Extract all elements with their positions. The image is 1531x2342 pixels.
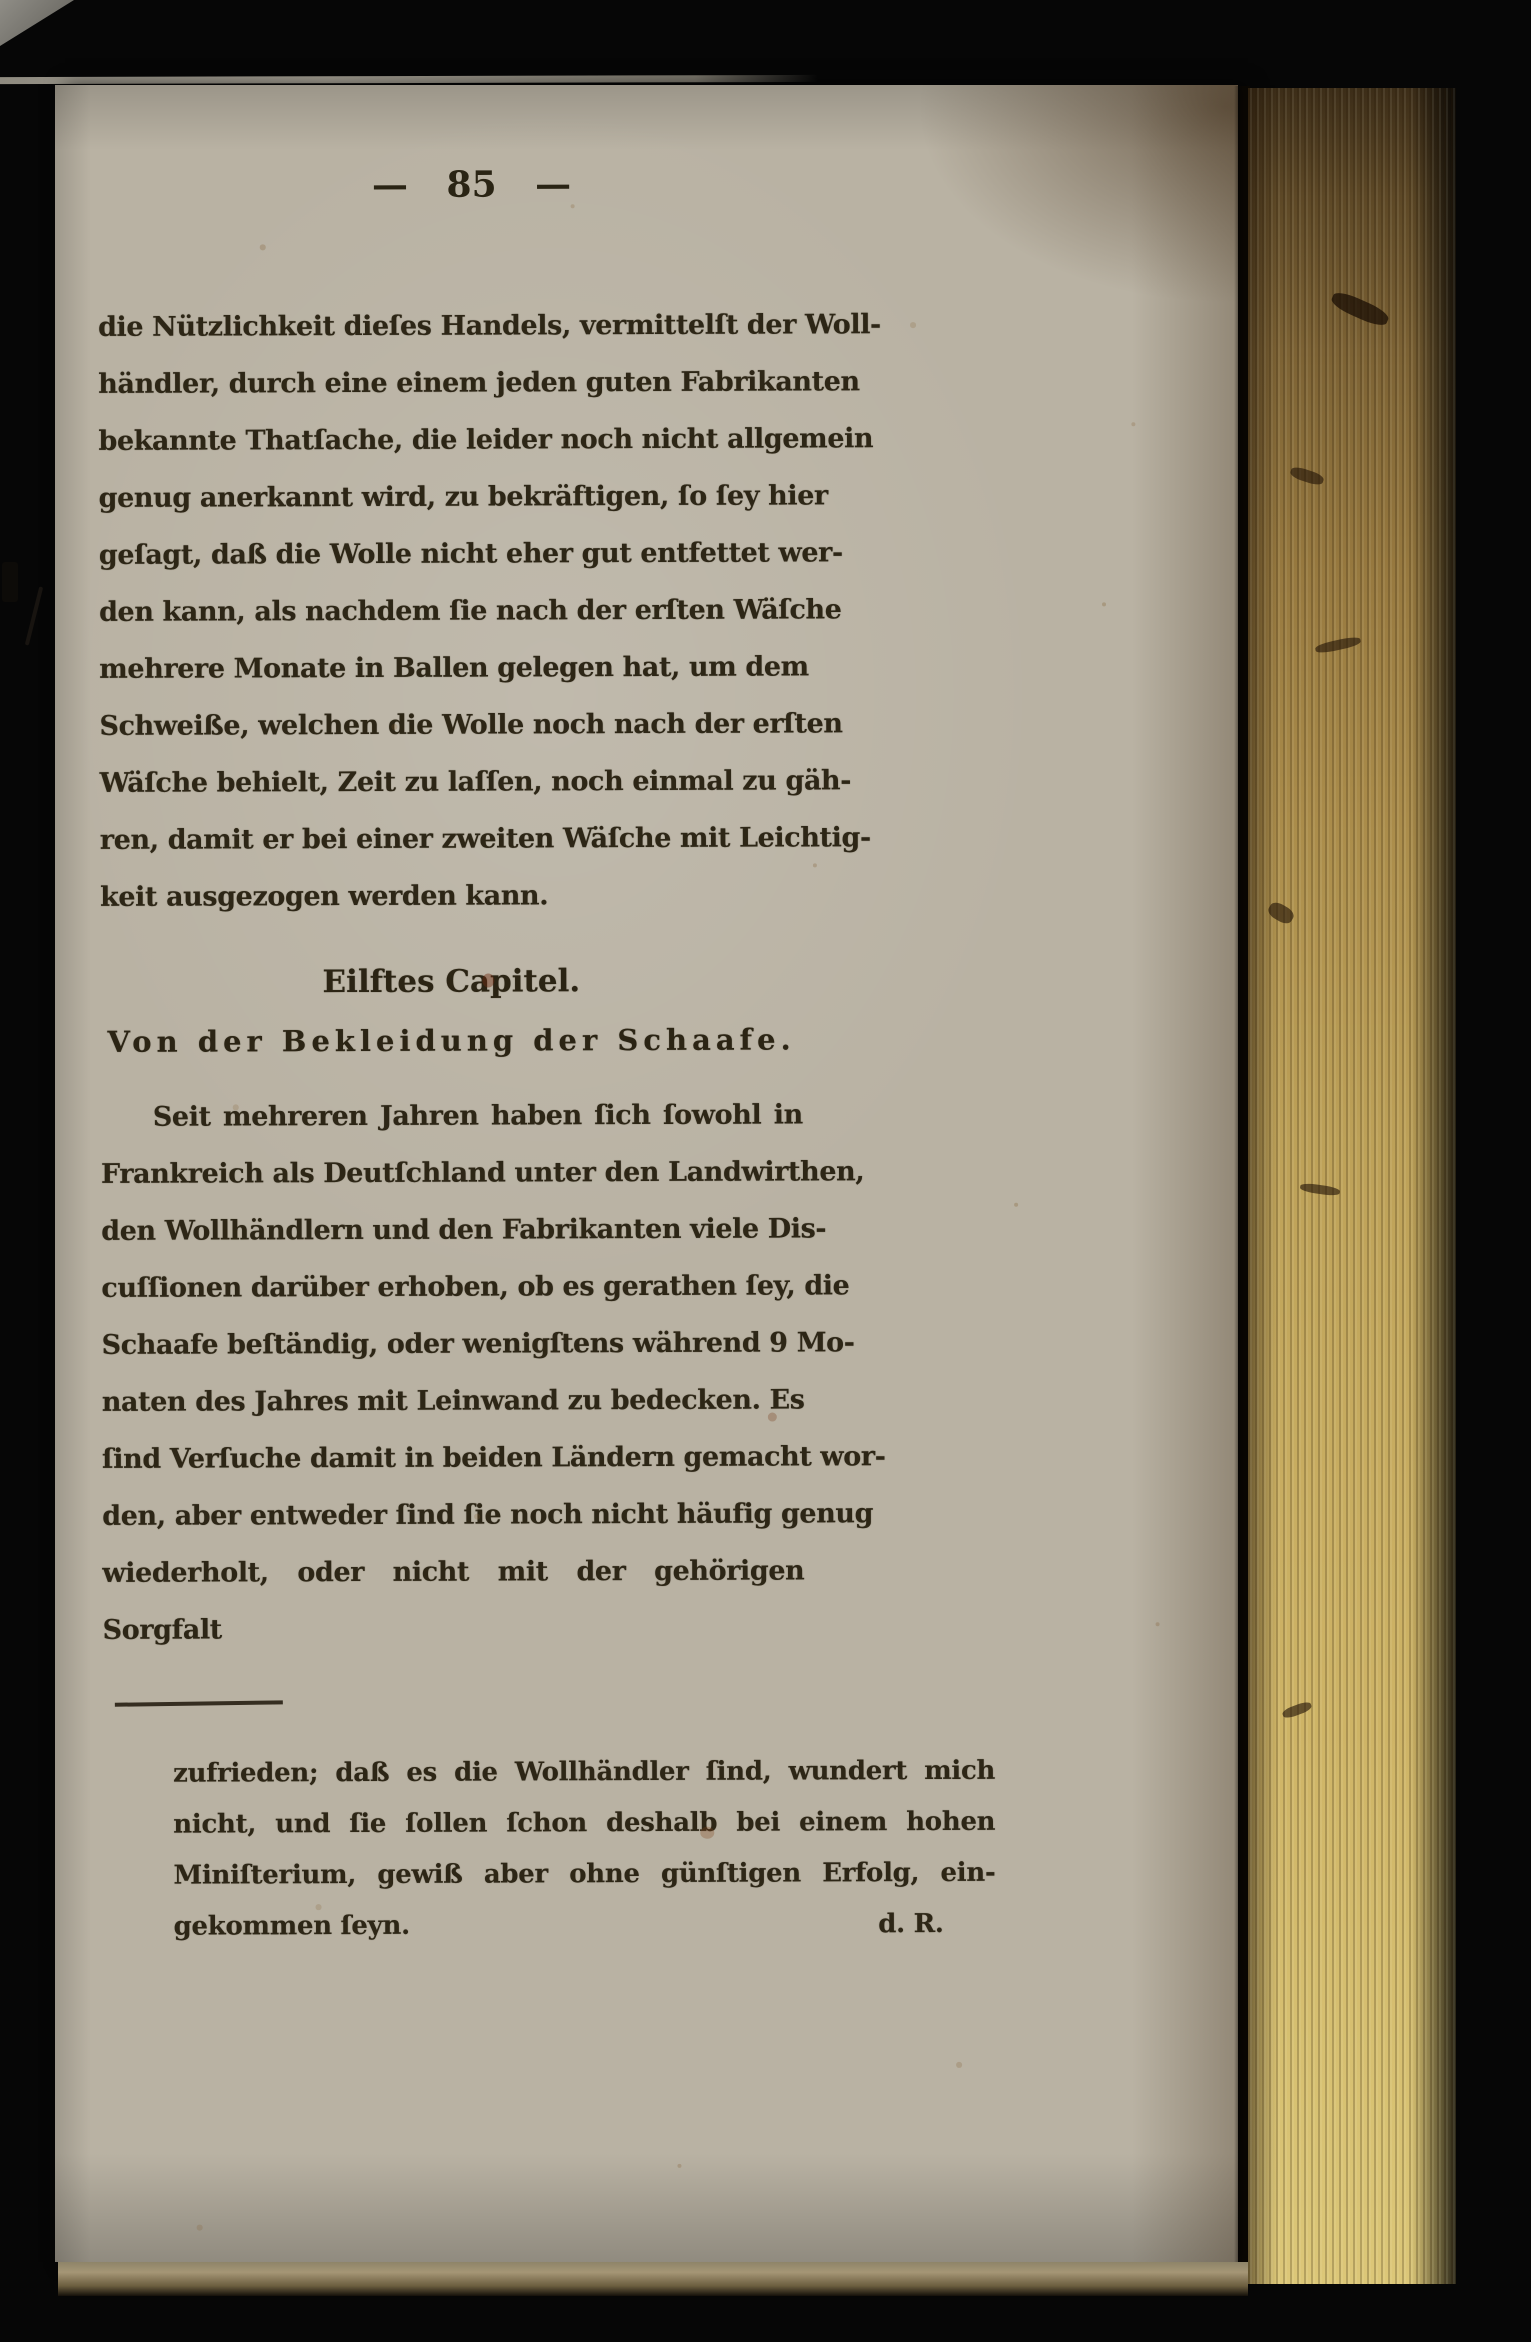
scan-corner-artifact	[0, 0, 74, 46]
text-line: den, aber entweder ſind ſie noch nicht häufig genug	[102, 1498, 874, 1532]
book-page	[55, 85, 1238, 2262]
footnote-line-text: gekommen ſeyn.	[173, 1910, 410, 1942]
paper-stain	[768, 1413, 777, 1422]
text-line: Seit mehreren Jahren haben ſich ſowohl in	[152, 1099, 803, 1133]
footnote-line: zufrieden; daß es die Wollhändler ſind, wundert mich	[173, 1755, 996, 1789]
paragraph-1	[97, 296, 881, 925]
margin-dash-mark	[2, 562, 18, 602]
page-number: — 85 —	[371, 163, 572, 206]
paper-stain	[482, 974, 494, 988]
text-line: cuſſionen darüber erhoben, ob es gerathen ſey, die	[101, 1270, 850, 1304]
footnote-line	[174, 1899, 996, 1953]
text-line: naten des Jahres mit Leinwand zu bedecken. Es	[101, 1384, 805, 1418]
paper-stain	[700, 1827, 714, 1839]
footnote-line: nicht, und ſie ſollen ſchon deshalb bei einem hohen	[173, 1806, 996, 1840]
chapter-subheading: Von der Bekleidung der Schaafe.	[107, 1022, 796, 1059]
page-text-layer	[51, 83, 1242, 2264]
text-line: bekannte Thatſache, die leider noch nicht allgemein	[98, 423, 874, 457]
text-line: Schaafe beſtändig, oder wenigſtens während 9 Mo-	[101, 1327, 855, 1361]
book-fore-edge	[1248, 88, 1456, 2284]
text-line: händler, durch eine einem jeden guten Fabrikanten	[98, 366, 860, 400]
chapter-heading: Eilftes Capitel.	[322, 963, 581, 1001]
margin-pen-mark	[25, 586, 43, 645]
text-line: genug anerkannt wird, zu bekräftigen, ſo ſey hier	[98, 480, 828, 514]
book-bottom-edge	[58, 2262, 1248, 2296]
text-line: Schweiße, welchen die Wolle noch nach der erſten	[99, 708, 843, 742]
text-line: den Wollhändlern und den Fabrikanten viele Dis-	[101, 1213, 827, 1247]
paper-speckles	[51, 87, 53, 89]
footnote-signature: d. R.	[878, 1908, 944, 1940]
paper-stain	[355, 1286, 362, 1293]
page-top-edge-highlight	[0, 75, 818, 84]
text-line: Wäſche behielt, Zeit zu laſſen, noch einmal zu gäh-	[99, 765, 852, 799]
text-line: den kann, als nachdem ſie nach der erſten Wäſche	[98, 594, 842, 628]
text-line: ren, damit er bei einer zweiten Wäſche mit Leichtig-	[99, 822, 871, 856]
text-line: keit ausgezogen werden kann.	[99, 880, 549, 913]
footnote	[173, 1746, 996, 1953]
text-line: die Nützlichkeit dieſes Handels, vermittelſt der Woll-	[97, 309, 881, 343]
text-line: ſind Verſuche damit in beiden Ländern gemacht wor-	[101, 1441, 886, 1475]
paragraph-2	[100, 1086, 886, 1646]
text-line: Frankreich als Deutſchland unter den Landwirthen,	[100, 1156, 865, 1190]
text-line: mehrere Monate in Ballen gelegen hat, um dem	[99, 651, 809, 685]
text-line: wiederholt, oder nicht mit der gehörigen Sorgfalt	[102, 1555, 805, 1646]
footnote-separator-rule	[115, 1700, 283, 1706]
footnote-line: Miniſterium, gewiß aber ohne günſtigen Erfolg, ein-	[173, 1857, 996, 1891]
text-line: geſagt, daß die Wolle nicht eher gut entfettet wer-	[98, 537, 843, 571]
